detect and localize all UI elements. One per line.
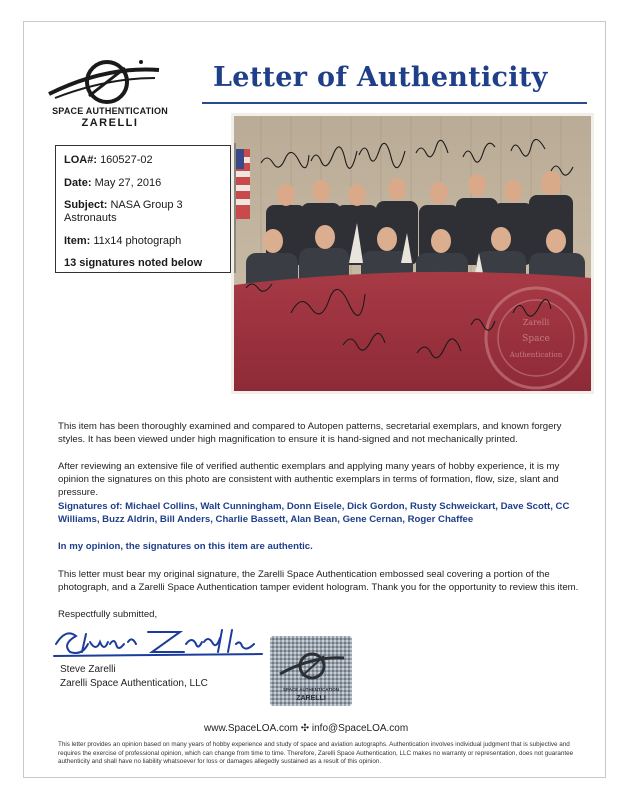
logo-text-line2: ZARELLI — [81, 117, 139, 129]
astronaut-group-photo — [231, 113, 594, 394]
seal-text-line3: Authentication — [509, 351, 563, 359]
hologram-text-line2: ZARELLI — [296, 695, 326, 702]
date-row — [64, 177, 161, 189]
body-paragraph-2: After reviewing an extensive file of verified authentic exemplars and applying many years of hobby experience, it is my opinion the signatures on this photo are consistent with authentic exemplars in terms of formation, flow, size, slant and pressure. — [58, 461, 560, 498]
seal-text-line2: Space — [522, 334, 550, 344]
disclaimer-text: This letter provides an opinion based on many years of hobby experience and study of space and aviation autographs. Authentication involves individual judgment that is subjective and requires the exercise of professional opinion, which can change from time to time. Therefore, Zarelli Space Authentication, LLC makes no warranty or representation, does not guarantee authenticity and shall have no liability whatsoever for loss or damages allegedly sustained as a result of this opinion. — [58, 741, 574, 765]
loa-info-box — [55, 145, 231, 273]
authentic-opinion: In my opinion, the signatures on this item are authentic. — [58, 541, 313, 552]
seal-text-line1: Zarelli — [522, 318, 550, 327]
loa-number-row — [64, 154, 153, 166]
email-link[interactable]: info@SpaceLOA.com — [311, 723, 409, 734]
hologram-text-line1: SPACE AUTHENTICATION — [283, 687, 339, 692]
item-value: 11x14 photograph — [93, 235, 182, 247]
loa-number-value: 160527-02 — [100, 154, 153, 166]
item-row — [64, 235, 181, 247]
signatures-note-row — [64, 257, 202, 269]
logo-text-line1: SPACE AUTHENTICATION — [52, 106, 168, 116]
separator-icon: ✣ — [300, 723, 310, 734]
signatures-list: Signatures of: Michael Collins, Walt Cunningham, Donn Eisele, Dick Gordon, Rusty Schweickart, Dave Scott, CC Williams, Buzz Aldrin, Bill Anders, Charlie Bassett, Alan Bean, Gene Cernan, Roger Chaffee — [58, 501, 570, 525]
subject-label: Subject: — [64, 199, 108, 211]
steve-zarelli-signature-icon — [52, 626, 272, 660]
subject-row — [64, 199, 183, 211]
closing-text: Respectfully submitted, — [58, 609, 158, 620]
page-title: Letter of Authenticity — [213, 62, 548, 93]
signatures-note: 13 signatures noted below — [64, 257, 203, 269]
subject-value-line2: Astronauts — [64, 212, 117, 224]
body-paragraph-1: This item has been thoroughly examined and compared to Autopen patterns, secretarial exemplars, and known forgery styles. It has been viewed under high magnification to ensure it is hand-signed and not mechanically printed. — [58, 421, 562, 445]
loa-number-label: LOA#: — [64, 154, 97, 166]
subject-row-cont — [64, 212, 117, 224]
item-label: Item: — [64, 235, 91, 247]
title-rule — [202, 102, 587, 104]
date-label: Date: — [64, 177, 92, 189]
body-paragraph-3: This letter must bear my original signature, the Zarelli Space Authentication embossed seal covering a portion of the photograph, and a Zarelli Space Authentication tamper evident hologram. Thank you for the opportunity to review this item. — [58, 569, 579, 593]
signer-name: Steve Zarelli — [60, 664, 116, 675]
hologram-sticker-icon — [270, 636, 352, 706]
subject-value-line1: NASA Group 3 — [110, 199, 183, 211]
signer-company: Zarelli Space Authentication, LLC — [60, 678, 208, 689]
footer-contact — [204, 723, 408, 734]
website-link[interactable]: www.SpaceLOA.com — [204, 723, 298, 734]
date-value: May 27, 2016 — [94, 177, 162, 189]
